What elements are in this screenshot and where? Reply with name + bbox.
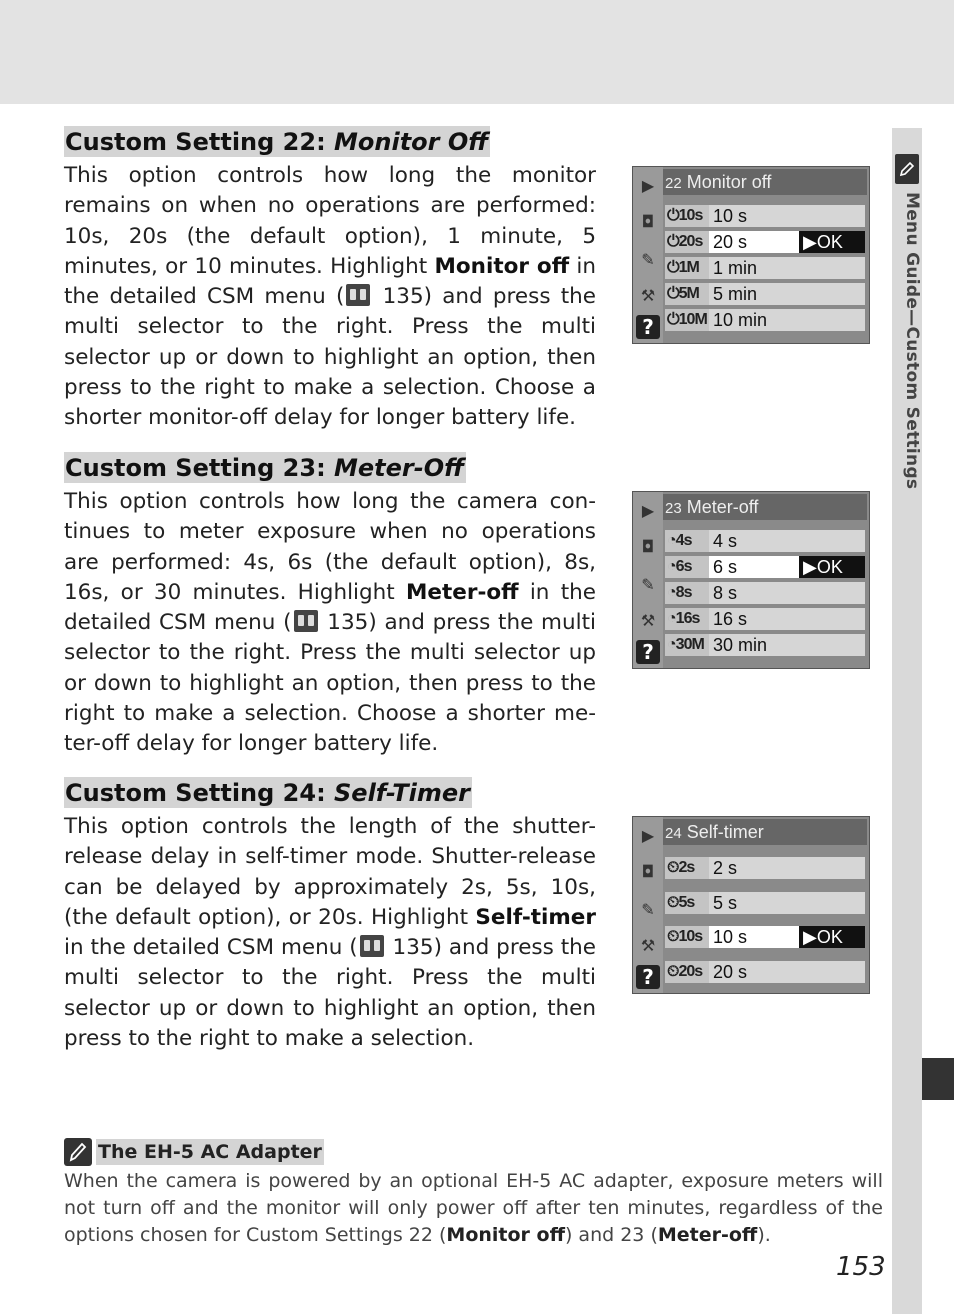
note-box [64,1138,883,1249]
side-tab [892,128,922,1314]
play-icon: ▶ [641,500,655,520]
wrench-icon: ⚒ [640,935,656,955]
menu-option-selected[interactable]: ⏻20s 20 s ▶OK [665,231,865,253]
pencil-icon: ✎ [641,899,655,919]
note-header [64,1138,883,1166]
section-body: This option controls how long the monitor remains on when no operations are performed: 10s, 20s (the default option), 1 minute, 5 minutes, or 10 minutes. Highlight Monitor off in the detailed CSM menu ( 135) and press the multi selector to the right. Press the multi selector up or down to highlight an option, then press to the right to make a selection. Choose a shorter monitor-off delay for longer battery life. [64,163,596,431]
section-body: This option controls the length of the shutter-release delay in self-timer mode. Shutter-release can be delayed by approximately 2s, 5s, 10s, (the default option), or 20s. Highlight Self-timer in the detailed CSM menu ( 135) and press the multi selector to the right. Press the multi selector up or down to highlight an option, then press to the right to make a selection. [64,814,596,1052]
ok-indicator: ▶OK [799,556,865,578]
menu-option[interactable]: ⏻10M 10 min [665,309,865,331]
pencil-icon: ✎ [641,574,655,594]
menu-option[interactable]: ⏻5M 5 min [665,283,865,305]
self-timer-screen [632,816,870,994]
side-tab-label: Menu Guide—Custom Settings [902,192,922,490]
menu-option[interactable]: ⏲2s 2 s [665,857,865,879]
camera-icon: ◘ [641,211,655,231]
play-icon: ▶ [641,175,655,195]
book-icon [346,284,370,306]
section-monitor-off [64,126,596,434]
section-body: This option controls how long the camera continues to meter exposure when no operations are performed: 4s, 6s (the default option), 8s, 16s, or 30 minutes. Highlight Meter-off in the detailed CSM menu ( 135) and press the multi selector to the right. Press the multi selector up or down to highlight an option, then press to the right to make a selection. Choose a shorter meter-off delay for longer battery life. [64,489,596,757]
book-icon [294,610,318,632]
pencil-icon [895,154,919,184]
camera-icon: ◘ [641,861,655,881]
ok-indicator: ▶OK [799,231,865,253]
section-heading: Custom Setting 23: Meter-Off [65,454,465,482]
menu-option[interactable]: ◔16s 16 s [665,608,865,630]
menu-option-selected[interactable]: ◔6s 6 s ▶OK [665,556,865,578]
menu-option[interactable]: ◔8s 8 s [665,582,865,604]
wrench-icon: ⚒ [640,285,656,305]
screen-title: 23 Meter-off [663,494,867,520]
menu-option[interactable]: ⏲5s 5 s [665,892,865,914]
section-heading: Custom Setting 24: Self-Timer [65,779,470,807]
help-icon: ? [636,315,660,339]
menu-option[interactable]: ⏲20s 20 s [665,961,865,983]
camera-icon: ◘ [641,536,655,556]
menu-option[interactable]: ⏻1M 1 min [665,257,865,279]
header-band [0,0,954,104]
menu-option[interactable]: ◔30M 30 min [665,634,865,656]
screen-tab-column [633,492,663,668]
play-icon: ▶ [641,825,655,845]
screen-title: 24 Self-timer [663,819,867,845]
wrench-icon: ⚒ [640,610,656,630]
monitor-off-screen [632,166,870,344]
page-number: 153 [836,1252,886,1282]
section-marker [922,1058,954,1100]
menu-option[interactable]: ◔4s 4 s [665,530,865,552]
section-self-timer [64,777,596,1054]
pencil-icon: ✎ [641,249,655,269]
ok-indicator: ▶OK [799,926,865,948]
section-meter-off [64,452,596,760]
pencil-icon [64,1138,92,1166]
screen-title: 22 Monitor off [663,169,867,195]
section-heading: Custom Setting 22: Monitor Off [65,128,489,156]
screen-tab-column [633,817,663,993]
note-body: When the camera is powered by an optional EH-5 AC adapter, exposure meters will not turn off and the monitor will only power off after ten minutes, regardless of the options chosen for Custom Settings 22 (Monitor off) and 23 (Meter-off). [64,1170,883,1246]
screen-tab-column [633,167,663,343]
note-title: The EH-5 AC Adapter [98,1141,322,1163]
book-icon [360,935,384,957]
meter-off-screen [632,491,870,669]
help-icon: ? [636,640,660,664]
menu-option-selected[interactable]: ⏲10s 10 s ▶OK [665,926,865,948]
menu-option[interactable]: ⏻10s 10 s [665,205,865,227]
help-icon: ? [636,965,660,989]
